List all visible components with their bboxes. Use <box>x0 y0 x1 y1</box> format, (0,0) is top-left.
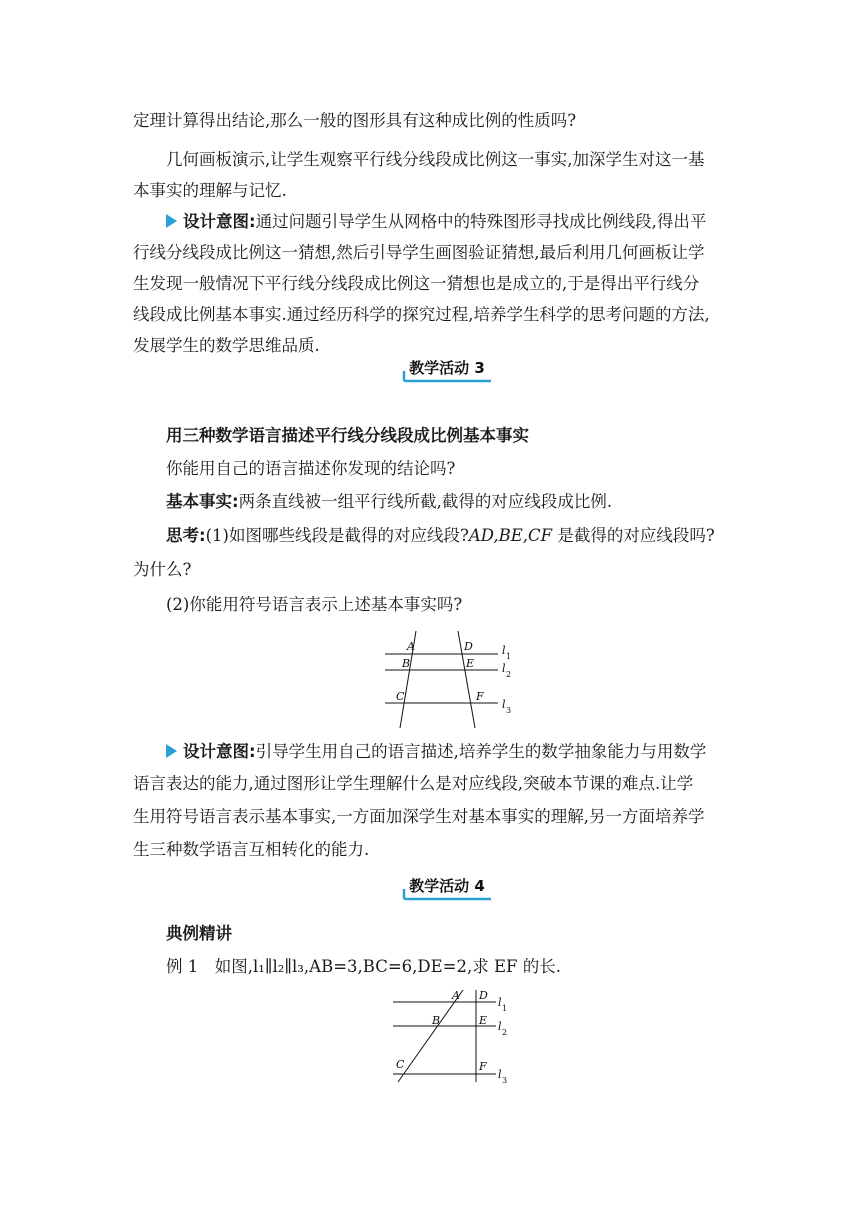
figure-parallel-lines-2 <box>388 986 518 1086</box>
point-C-label: C <box>396 690 405 703</box>
activity-badge-4 <box>402 873 494 903</box>
activity-label: 教学活动 4 <box>409 877 485 895</box>
design-intent-2-line3: 生用符号语言表示基本事实,一方面加深学生对基本事实的理解,另一方面培养学 <box>133 807 705 826</box>
line-l2-subscript: 2 <box>502 1028 508 1037</box>
point-D-label: D <box>479 989 488 1002</box>
think-question <box>166 525 766 547</box>
design-intent-1-line4: 线段成比例基本事实.通过经历科学的探究过程,培养学生科学的思考问题的方法, <box>133 305 710 324</box>
design-intent-label: 设计意图: <box>183 212 256 231</box>
activity-label: 教学活动 3 <box>409 359 485 377</box>
question-1: 你能用自己的语言描述你发现的结论吗? <box>166 459 456 478</box>
think-segments: AD,BE,CF <box>468 526 553 545</box>
section-heading-4: 典例精讲 <box>166 924 232 943</box>
point-E-label: E <box>466 657 475 670</box>
example-1: 例 1 如图,l₁∥l₂∥l₃,AB=3,BC=6,DE=2,求 EF 的长. <box>166 957 561 976</box>
line-l2-label: l <box>502 662 506 675</box>
point-D-label: D <box>464 640 473 653</box>
design-intent-1-line2: 行线分线段成比例这一猜想,然后引导学生画图验证猜想,最后利用几何画板让学 <box>133 243 705 262</box>
think-text-1: (1)如图哪些线段是截得的对应线段? <box>205 526 469 545</box>
design-intent-label: 设计意图: <box>183 742 256 761</box>
line-l2-subscript: 2 <box>506 670 512 679</box>
point-E-label: E <box>479 1014 488 1027</box>
design-intent-2 <box>166 741 766 763</box>
line-l1-label: l <box>498 996 502 1009</box>
triangle-marker-icon <box>166 214 177 228</box>
basic-fact <box>166 491 766 513</box>
point-A-label: A <box>452 989 460 1002</box>
paragraph-intro-continued: 定理计算得出结论,那么一般的图形具有这种成比例的性质吗? <box>133 111 577 130</box>
design-intent-1-line5: 发展学生的数学思维品质. <box>133 336 320 355</box>
section-heading-3: 用三种数学语言描述平行线分线段成比例基本事实 <box>166 426 529 445</box>
line-l3-label: l <box>502 698 506 711</box>
think-label: 思考: <box>166 526 206 545</box>
activity-badge-3 <box>402 355 494 385</box>
line-l1-subscript: 1 <box>506 652 512 661</box>
point-B-label: B <box>402 657 411 670</box>
design-intent-1 <box>166 211 766 233</box>
point-C-label: C <box>396 1058 405 1071</box>
think-question-line2: 为什么? <box>133 560 192 579</box>
paragraph-demo-line2: 本事实的理解与记忆. <box>133 181 287 200</box>
question-2: (2)你能用符号语言表示上述基本事实吗? <box>166 595 463 614</box>
transversal-slanted <box>398 990 463 1082</box>
design-intent-1-line3: 生发现一般情况下平行线分线段成比例这一猜想也是成立的,于是得出平行线分 <box>133 274 700 293</box>
line-l3-subscript: 3 <box>506 706 512 715</box>
line-l3-label: l <box>498 1068 502 1081</box>
basic-fact-text: 两条直线被一组平行线所截,截得的对应线段成比例. <box>238 492 613 511</box>
design-intent-2-line2: 语言表达的能力,通过图形让学生理解什么是对应线段,突破本节课的难点.让学 <box>133 774 694 793</box>
point-F-label: F <box>479 1060 487 1073</box>
line-l3-subscript: 3 <box>502 1076 508 1085</box>
triangle-marker-icon <box>166 744 177 758</box>
design-intent-text: 引导学生用自己的语言描述,培养学生的数学抽象能力与用数学 <box>255 742 707 761</box>
point-A-label: A <box>407 640 415 653</box>
point-F-label: F <box>476 690 484 703</box>
line-l1-subscript: 1 <box>502 1004 508 1013</box>
figure-parallel-lines-1 <box>380 626 520 730</box>
think-text-2: 是截得的对应线段吗? <box>552 526 715 545</box>
design-intent-2-line4: 生三种数学语言互相转化的能力. <box>133 840 370 859</box>
point-B-label: B <box>432 1014 441 1027</box>
basic-fact-label: 基本事实: <box>166 492 239 511</box>
paragraph-demo-line1: 几何画板演示,让学生观察平行线分线段成比例这一事实,加深学生对这一基 <box>166 150 705 169</box>
design-intent-text: 通过问题引导学生从网格中的特殊图形寻找成比例线段,得出平 <box>255 212 707 231</box>
line-l2-label: l <box>498 1020 502 1033</box>
line-l1-label: l <box>502 644 506 657</box>
